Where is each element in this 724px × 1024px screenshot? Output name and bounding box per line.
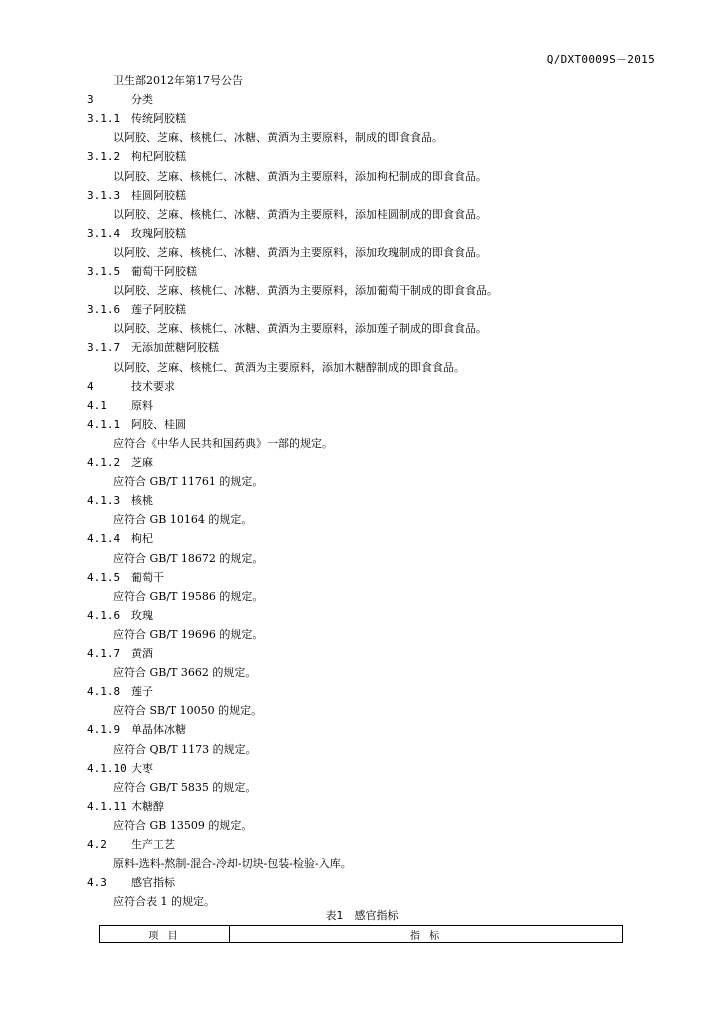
section-title: 核桃 bbox=[131, 494, 153, 508]
section-title: 桂圆阿胶糕 bbox=[131, 188, 186, 202]
section-number: 3.1.2 bbox=[87, 150, 121, 164]
section-number: 4.1.11 bbox=[87, 799, 127, 813]
body-text bbox=[113, 513, 252, 526]
section-title: 枸杞阿胶糕 bbox=[131, 150, 186, 164]
section-heading bbox=[87, 571, 164, 584]
paragraph-text: 以阿胶、芝麻、核桃仁、冰糖、黄酒为主要原料，添加葡萄干制成的即食食品。 bbox=[113, 284, 498, 298]
section-heading bbox=[87, 112, 186, 125]
section-title: 芝麻 bbox=[131, 456, 153, 469]
section-heading bbox=[87, 341, 219, 354]
paragraph-text: 应符合 GB/T 19586 的规定。 bbox=[113, 589, 264, 603]
paragraph-text: 应符合 QB/T 1173 的规定。 bbox=[113, 742, 257, 756]
paragraph-text: 应符合 GB/T 18672 的规定。 bbox=[113, 551, 264, 565]
paragraph-text: 应符合表 1 的规定。 bbox=[113, 895, 215, 909]
section-heading bbox=[87, 723, 186, 736]
section-title: 玫瑰阿胶糕 bbox=[131, 226, 186, 240]
body-text bbox=[113, 475, 263, 488]
body-text bbox=[113, 552, 263, 565]
section-title: 玫瑰 bbox=[131, 608, 153, 622]
paragraph-text: 应符合 GB 10164 的规定。 bbox=[113, 513, 253, 527]
section-heading bbox=[87, 189, 186, 202]
section-title: 感官指标 bbox=[131, 876, 175, 890]
section-number: 3 bbox=[87, 93, 94, 107]
paragraph-text: 以阿胶、芝麻、核桃仁、冰糖、黄酒为主要原料，添加玫瑰制成的即食食品。 bbox=[113, 245, 487, 259]
section-title: 葡萄干阿胶糕 bbox=[131, 265, 197, 278]
section-heading bbox=[87, 418, 186, 431]
section-title: 单晶体冰糖 bbox=[131, 723, 186, 737]
paragraph-text: 应符合 GB/T 5835 的规定。 bbox=[113, 780, 257, 794]
body-text bbox=[113, 781, 256, 794]
section-number: 4.1 bbox=[87, 398, 107, 412]
section-number: 3.1.3 bbox=[87, 188, 121, 202]
section-number: 3.1.5 bbox=[87, 265, 121, 278]
body-text bbox=[113, 74, 243, 87]
section-number: 4.1.9 bbox=[87, 723, 121, 737]
paragraph-text: 以阿胶、芝麻、核桃仁、冰糖、黄酒为主要原料，添加莲子制成的即食食品。 bbox=[113, 322, 487, 336]
document-code: Q/DXT0009S－2015 bbox=[546, 53, 655, 66]
body-text bbox=[113, 704, 262, 717]
paragraph-text: 以阿胶、芝麻、核桃仁、冰糖、黄酒为主要原料，添加桂圆制成的即食食品。 bbox=[113, 207, 487, 221]
body-text bbox=[113, 208, 487, 221]
section-number: 4.2 bbox=[87, 838, 107, 851]
section-heading bbox=[87, 762, 153, 775]
section-heading bbox=[87, 93, 153, 106]
section-number: 4.1.1 bbox=[87, 417, 121, 431]
paragraph-text: 应符合 GB/T 11761 的规定。 bbox=[113, 475, 264, 489]
paragraph-text: 原料-选料-熬制-混合-冷却-切块-包装-检验-入库。 bbox=[113, 857, 352, 871]
section-number: 3.1.1 bbox=[87, 112, 121, 126]
section-number: 4.1.7 bbox=[87, 647, 121, 660]
section-title: 枸杞 bbox=[131, 532, 153, 546]
section-heading bbox=[87, 647, 153, 660]
section-heading bbox=[87, 380, 175, 393]
section-heading bbox=[87, 265, 197, 278]
section-heading bbox=[87, 532, 153, 545]
body-text bbox=[113, 857, 352, 870]
section-heading bbox=[87, 609, 153, 622]
body-text bbox=[113, 590, 263, 603]
section-number: 3.1.6 bbox=[87, 303, 121, 317]
body-text bbox=[113, 284, 498, 297]
section-number: 4 bbox=[87, 379, 94, 393]
sensory-table bbox=[99, 925, 623, 943]
body-text bbox=[113, 743, 257, 756]
section-heading bbox=[87, 456, 153, 469]
section-heading bbox=[87, 685, 153, 698]
paragraph-text: 应符合 GB/T 19696 的规定。 bbox=[113, 627, 264, 641]
section-title: 黄酒 bbox=[131, 647, 153, 660]
section-number: 4.1.10 bbox=[87, 761, 127, 775]
section-title: 传统阿胶糕 bbox=[131, 112, 186, 126]
paragraph-text: 卫生部2012年第17号公告 bbox=[113, 74, 243, 87]
table-header-item: 项 目 bbox=[100, 926, 230, 943]
paragraph-text: 应符合 GB 13509 的规定。 bbox=[113, 818, 253, 832]
section-number: 3.1.4 bbox=[87, 226, 121, 240]
section-number: 4.1.6 bbox=[87, 608, 121, 622]
section-title: 阿胶、桂圆 bbox=[131, 417, 186, 431]
body-text bbox=[113, 437, 333, 450]
section-heading bbox=[87, 303, 186, 316]
section-number: 4.1.4 bbox=[87, 532, 121, 546]
section-heading bbox=[87, 876, 175, 889]
table-header-indicator: 指 标 bbox=[230, 926, 623, 943]
section-title: 木糖醇 bbox=[131, 799, 164, 813]
paragraph-text: 应符合 GB/T 3662 的规定。 bbox=[113, 666, 257, 680]
section-title: 莲子阿胶糕 bbox=[131, 303, 186, 317]
paragraph-text: 应符合《中华人民共和国药典》一部的规定。 bbox=[113, 436, 333, 450]
section-heading bbox=[87, 494, 153, 507]
section-title: 葡萄干 bbox=[131, 570, 164, 584]
paragraph-text: 应符合 SB/T 10050 的规定。 bbox=[113, 704, 263, 718]
body-text bbox=[113, 322, 487, 335]
section-title: 生产工艺 bbox=[131, 838, 175, 851]
section-title: 大枣 bbox=[131, 761, 153, 775]
section-heading bbox=[87, 227, 186, 240]
body-text bbox=[113, 819, 252, 832]
section-heading bbox=[87, 800, 164, 813]
section-heading bbox=[87, 150, 186, 163]
section-number: 4.1.8 bbox=[87, 685, 121, 699]
body-text bbox=[113, 628, 263, 641]
paragraph-text: 以阿胶、芝麻、核桃仁、冰糖、黄酒为主要原料，制成的即食食品。 bbox=[113, 131, 443, 145]
section-number: 4.1.3 bbox=[87, 494, 121, 508]
paragraph-text: 以阿胶、芝麻、核桃仁、黄酒为主要原料，添加木糖醇制成的即食食品。 bbox=[113, 360, 465, 374]
body-text bbox=[113, 131, 443, 144]
table-caption: 表1 感官指标 bbox=[325, 909, 399, 922]
body-text bbox=[113, 361, 465, 374]
table-header-row bbox=[100, 926, 623, 943]
section-title: 原料 bbox=[131, 398, 153, 412]
section-number: 4.1.2 bbox=[87, 456, 121, 469]
section-heading bbox=[87, 399, 153, 412]
section-heading bbox=[87, 838, 175, 851]
section-number: 3.1.7 bbox=[87, 341, 121, 355]
section-number: 4.1.5 bbox=[87, 570, 121, 584]
section-title: 莲子 bbox=[131, 685, 153, 699]
body-text bbox=[113, 666, 256, 679]
body-text bbox=[113, 170, 487, 183]
section-title: 分类 bbox=[131, 93, 153, 107]
section-title: 技术要求 bbox=[131, 379, 175, 393]
section-number: 4.3 bbox=[87, 876, 107, 890]
paragraph-text: 以阿胶、芝麻、核桃仁、冰糖、黄酒为主要原料，添加枸杞制成的即食食品。 bbox=[113, 169, 487, 183]
body-text bbox=[113, 246, 487, 259]
section-title: 无添加蔗糖阿胶糕 bbox=[131, 341, 219, 355]
